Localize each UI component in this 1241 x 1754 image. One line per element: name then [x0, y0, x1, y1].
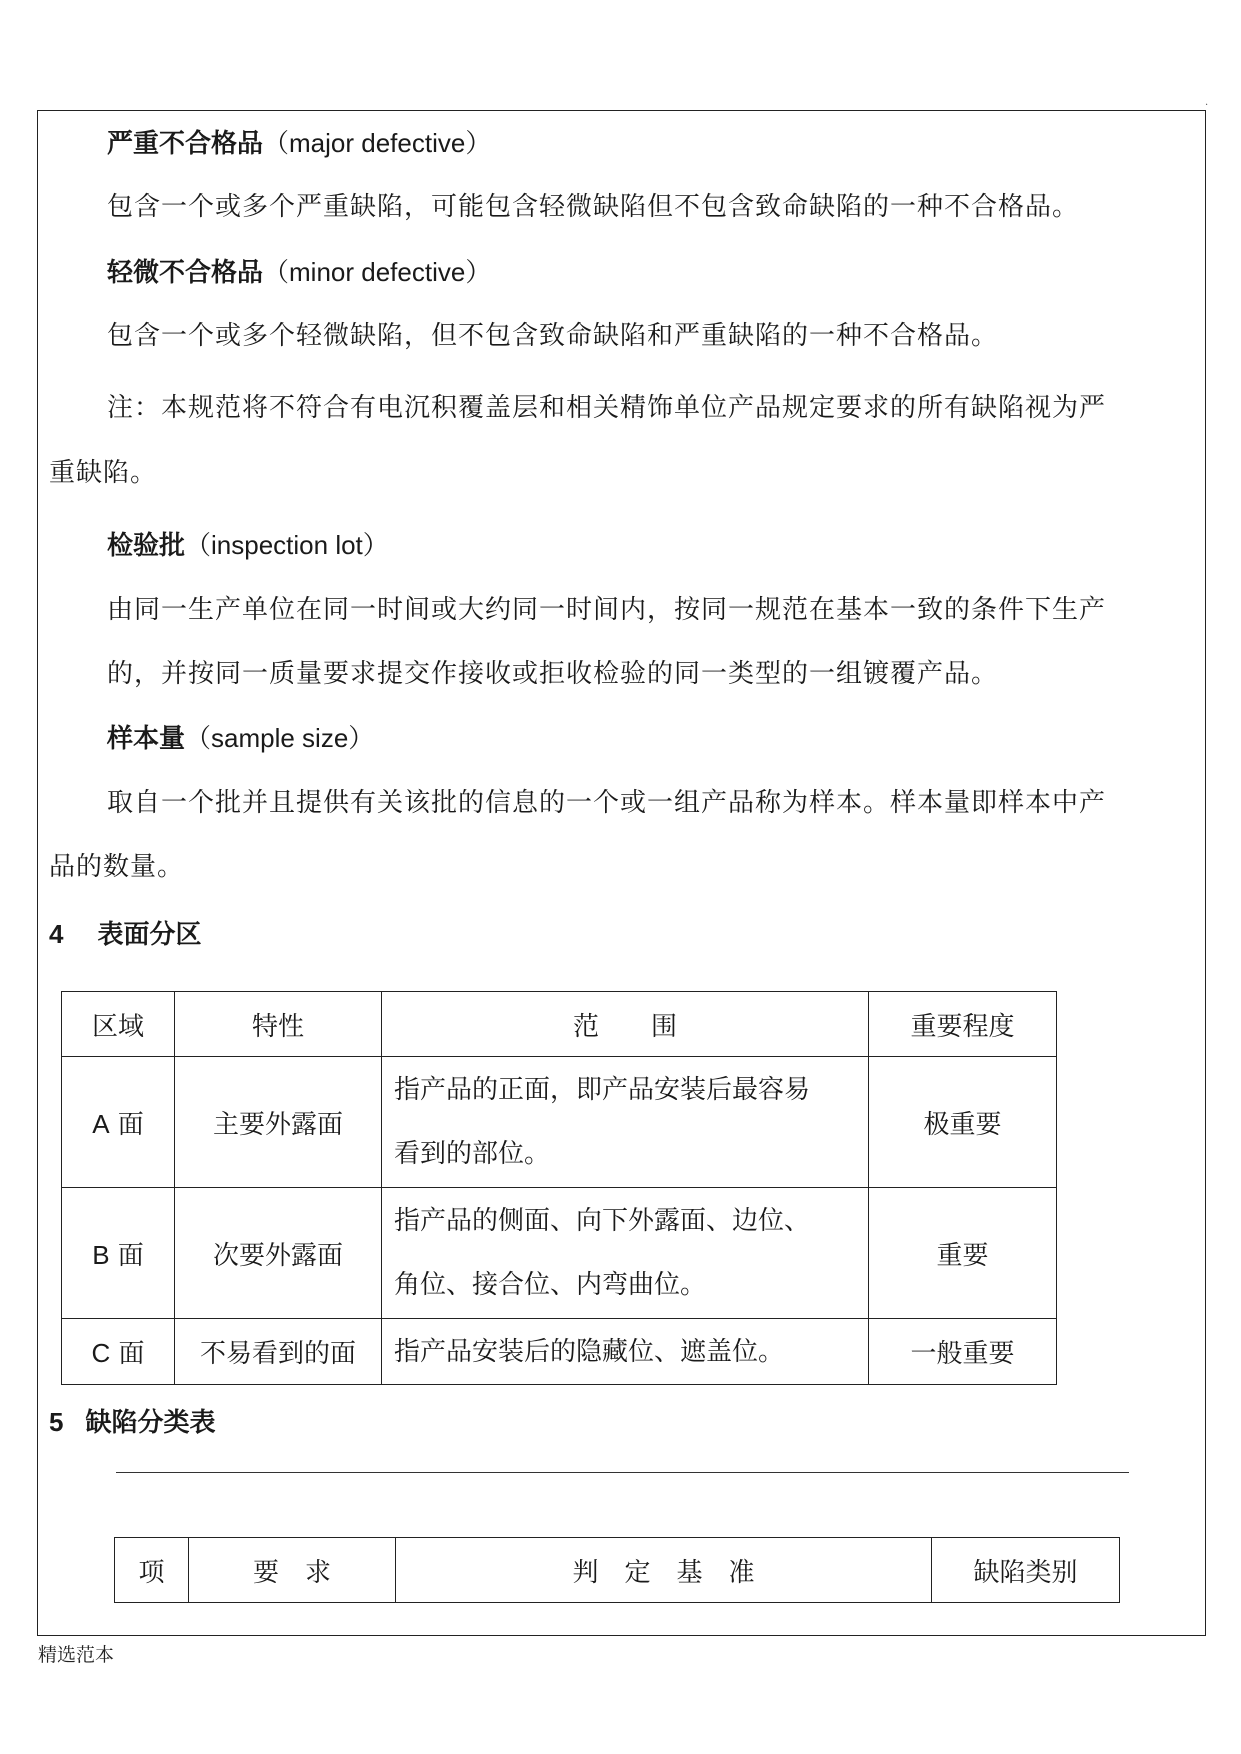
table-row: [62, 1057, 1057, 1188]
header-importance: 重要程度: [869, 992, 1057, 1057]
zone-letter: A: [92, 1108, 110, 1139]
zone-letter: C: [91, 1338, 111, 1368]
page-footer: 精选范本: [38, 1644, 115, 1666]
term-heading-inspection-lot: [107, 525, 389, 566]
term-name: 样本量: [107, 724, 186, 754]
header-item: 项: [115, 1538, 189, 1603]
header-requirement: 要 求: [189, 1538, 396, 1603]
property-cell: 主要外露面: [175, 1057, 382, 1188]
range-cell: [382, 1188, 869, 1319]
zone-suffix: 面: [109, 1240, 144, 1271]
zone-cell: [62, 1057, 175, 1188]
term-definition-line-1: 由同一生产单位在同一时间或大约同一时间内，按同一规范在基本一致的条件下生产: [107, 595, 1107, 625]
defect-classification-table: [114, 1537, 1120, 1603]
importance-cell: 重要: [869, 1188, 1057, 1319]
table-row: [62, 1319, 1057, 1385]
term-heading-major-defective: [107, 123, 491, 164]
section-number: 5: [49, 1407, 64, 1437]
section-title: 表面分区: [97, 920, 202, 950]
property-cell: 次要外露面: [175, 1188, 382, 1319]
header-criteria: 判 定 基 准: [396, 1538, 932, 1603]
term-heading-sample-size: [107, 718, 374, 759]
term-heading-minor-defective: [107, 252, 491, 293]
term-english: （major defective）: [263, 128, 492, 158]
surface-zone-table: [61, 991, 1057, 1385]
zone-suffix: 面: [109, 1109, 144, 1140]
zone-cell: [62, 1319, 175, 1385]
term-definition: 包含一个或多个轻微缺陷，但不包含致命缺陷和严重缺陷的一种不合格品。: [107, 321, 999, 351]
note-line-2: 重缺陷。: [49, 458, 158, 488]
range-line: 指产品的正面，即产品安装后最容易: [394, 1075, 811, 1105]
term-name: 检验批: [107, 531, 186, 561]
table-header-row: [62, 992, 1057, 1057]
importance-cell: 一般重要: [869, 1319, 1057, 1385]
term-name: 轻微不合格品: [107, 258, 264, 288]
term-english: （inspection lot）: [185, 530, 389, 560]
zone-suffix: 面: [110, 1339, 145, 1369]
section-title: 缺陷分类表: [85, 1408, 216, 1438]
range-line: 看到的部位。: [394, 1139, 551, 1169]
term-definition: 包含一个或多个严重缺陷，可能包含轻微缺陷但不包含致命缺陷的一种不合格品。: [107, 192, 1080, 222]
zone-letter: B: [92, 1239, 110, 1270]
term-english: （sample size）: [185, 723, 375, 753]
term-definition-line-2: 品的数量。: [49, 852, 185, 882]
importance-cell: 极重要: [869, 1057, 1057, 1188]
section-4-heading: [49, 914, 201, 955]
term-english: （minor defective）: [263, 257, 492, 287]
range-line: 指产品的侧面、向下外露面、边位、: [394, 1206, 811, 1236]
range-line: 角位、接合位、内弯曲位。: [394, 1270, 707, 1300]
note-line-1: 注：本规范将不符合有电沉积覆盖层和相关精饰单位产品规定要求的所有缺陷视为严: [107, 393, 1107, 423]
table-row: [62, 1188, 1057, 1319]
table-header-row: [115, 1538, 1120, 1603]
header-defect-category: 缺陷类别: [932, 1538, 1120, 1603]
range-line: 指产品安装后的隐藏位、遮盖位。: [394, 1336, 785, 1367]
section-5-heading: [49, 1402, 215, 1443]
term-name: 严重不合格品: [107, 129, 264, 159]
header-property: 特性: [175, 992, 382, 1057]
term-definition-line-1: 取自一个批并且提供有关该批的信息的一个或一组产品称为样本。样本量即样本中产: [107, 788, 1107, 818]
term-definition-line-2: 的，并按同一质量要求提交作接收或拒收检验的同一类型的一组镀覆产品。: [107, 659, 999, 689]
range-cell: [382, 1319, 869, 1385]
range-cell: [382, 1057, 869, 1188]
zone-cell: [62, 1188, 175, 1319]
corner-mark: .: [1205, 97, 1209, 108]
header-zone: 区域: [62, 992, 175, 1057]
header-range: 范 围: [382, 992, 869, 1057]
property-cell: 不易看到的面: [175, 1319, 382, 1385]
section-number: 4: [49, 919, 64, 949]
page-break-rule: [116, 1472, 1129, 1473]
